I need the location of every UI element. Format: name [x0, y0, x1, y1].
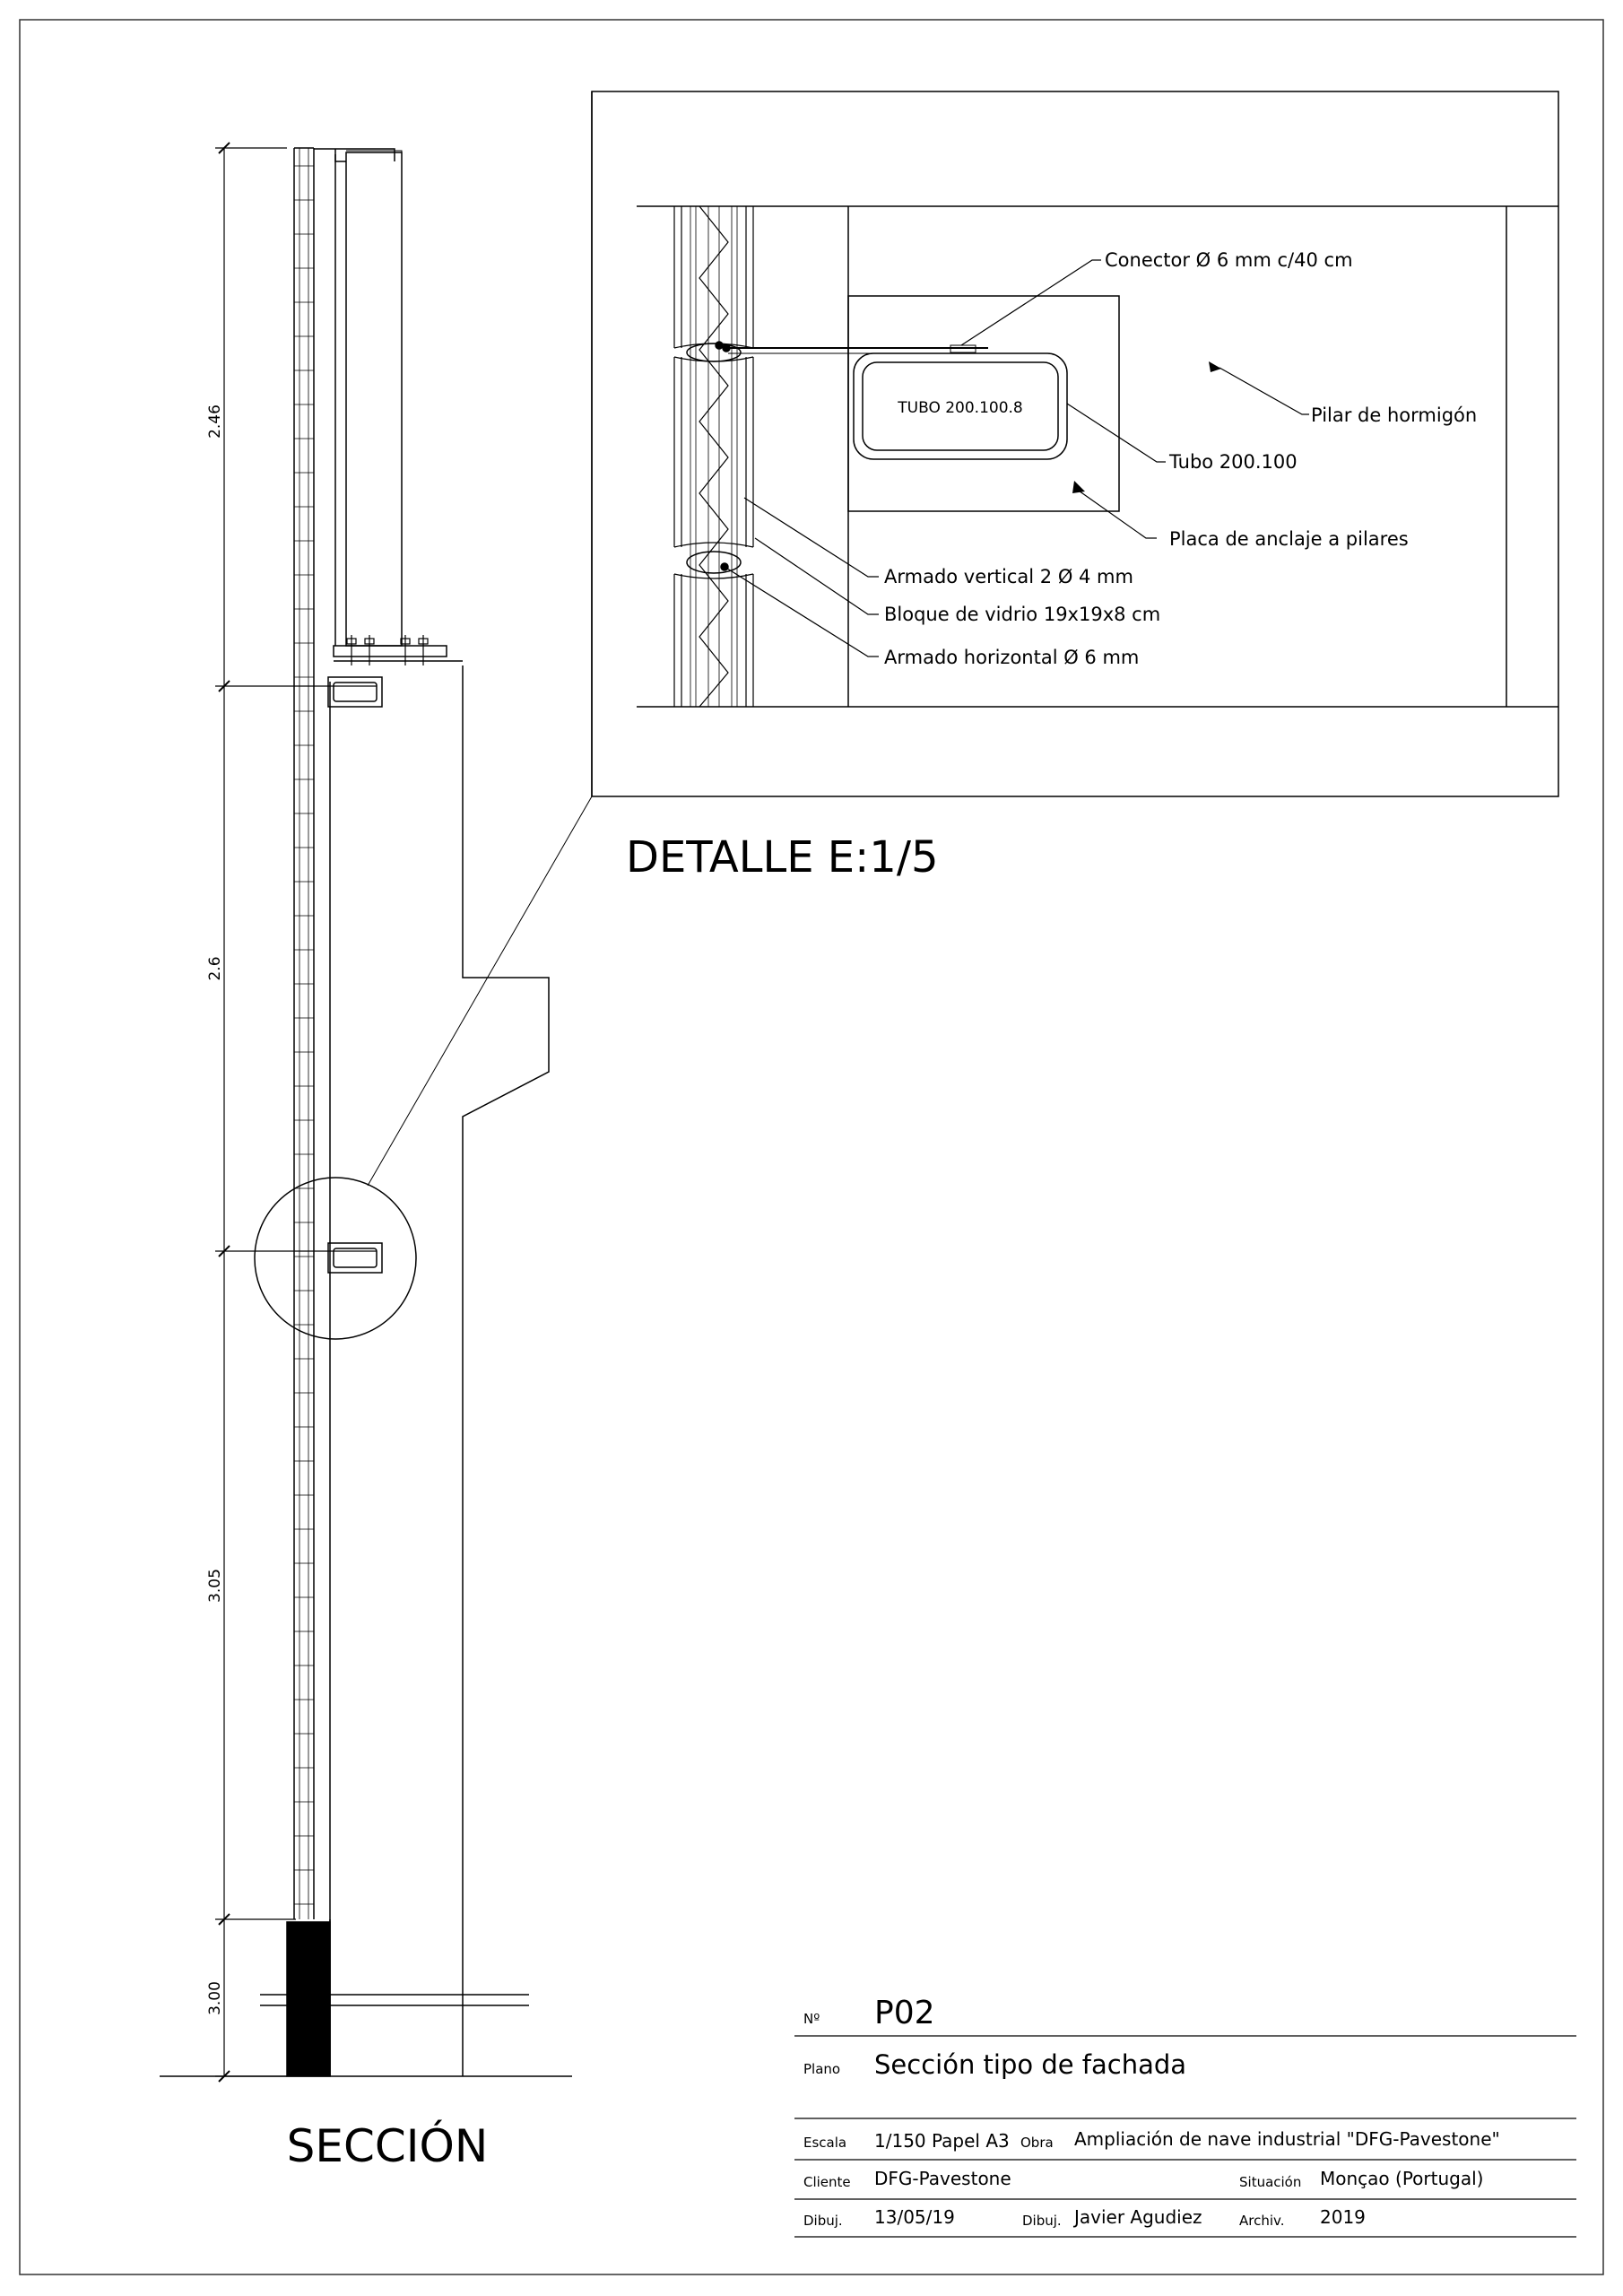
archivo-label: Archiv.	[1239, 2213, 1285, 2229]
fecha-label: Dibuj.	[803, 2213, 843, 2229]
num-value: P02	[874, 1995, 935, 2031]
obra-label: Obra	[1020, 2135, 1054, 2151]
section-title: SECCIÓN	[286, 2120, 489, 2172]
dimension-labels	[206, 404, 224, 2015]
dimension-label: 3.00	[206, 1981, 224, 2015]
num-label: Nº	[803, 2011, 820, 2027]
dimension-label: 2.46	[206, 404, 224, 439]
archivo-value: 2019	[1320, 2206, 1366, 2228]
situacion-value: Monçao (Portugal)	[1320, 2168, 1484, 2189]
sheet-border	[20, 20, 1603, 2274]
dibujante-value: Javier Agudiez	[1074, 2206, 1202, 2228]
escala-label: Escala	[803, 2135, 847, 2151]
callout-conector: Conector Ø 6 mm c/40 cm	[1105, 249, 1353, 271]
dibujante-label: Dibuj.	[1022, 2213, 1062, 2229]
cliente-label: Cliente	[803, 2174, 851, 2190]
callout-pilar: Pilar de hormigón	[1311, 404, 1478, 426]
dimension-label: 3.05	[206, 1569, 224, 1603]
plano-label: Plano	[803, 2061, 841, 2077]
callout-armado-vertical: Armado vertical 2 Ø 4 mm	[884, 566, 1133, 587]
detail-title: DETALLE E:1/5	[626, 832, 939, 883]
fecha-value: 13/05/19	[874, 2206, 955, 2228]
situacion-label: Situación	[1239, 2174, 1302, 2190]
plano-value: Sección tipo de fachada	[874, 2049, 1187, 2080]
callout-placa: Placa de anclaje a pilares	[1169, 528, 1409, 550]
dimension-chain	[215, 143, 377, 2082]
dimension-label: 2.6	[206, 956, 224, 981]
title-block-text	[803, 1995, 1500, 2229]
obra-value: Ampliación de nave industrial "DFG-Pavestone"	[1074, 2128, 1500, 2150]
cliente-value: DFG-Pavestone	[874, 2168, 1011, 2189]
escala-value: 1/150 Papel A3	[874, 2130, 1010, 2152]
callout-bloque: Bloque de vidrio 19x19x8 cm	[884, 604, 1161, 625]
tube-label: TUBO 200.100.8	[898, 399, 1023, 417]
detail-drawing	[592, 91, 1558, 796]
callout-armado-horizontal: Armado horizontal Ø 6 mm	[884, 647, 1140, 668]
callout-tubo: Tubo 200.100	[1169, 451, 1298, 473]
